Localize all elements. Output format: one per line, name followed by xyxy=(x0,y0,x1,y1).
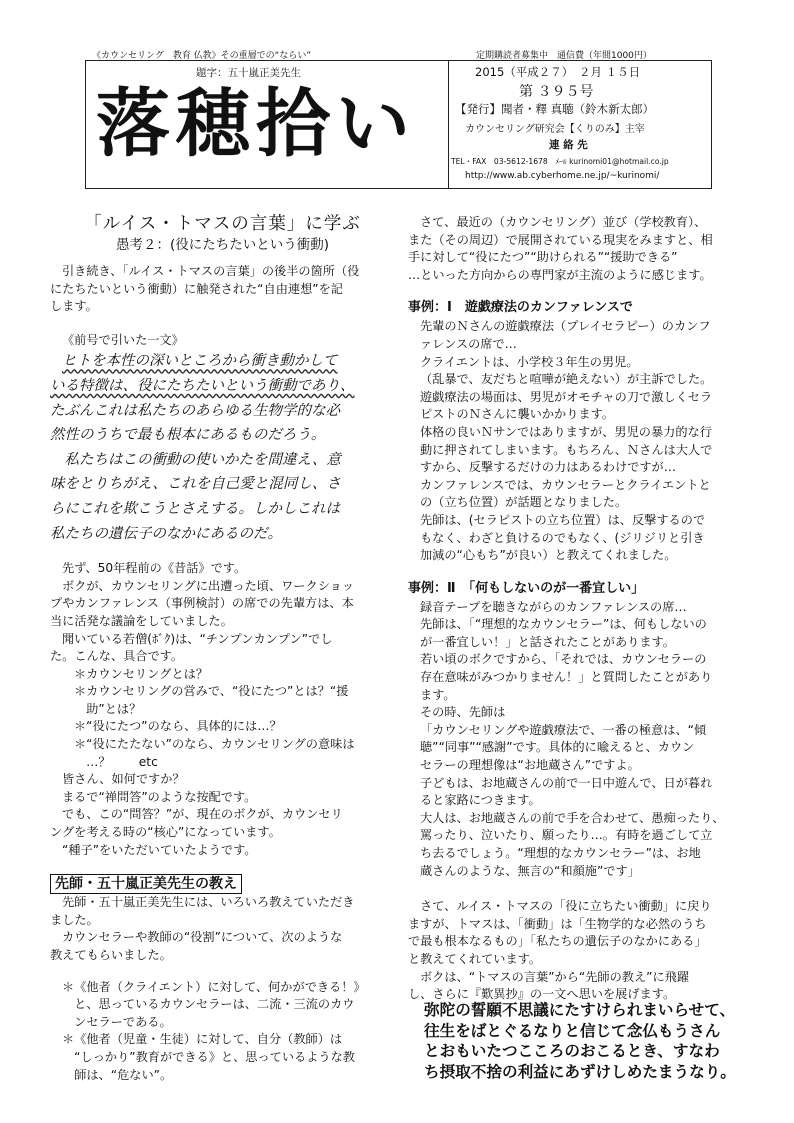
article-subtitle: 愚考２：(役にたちたいという衝動) xyxy=(115,237,330,253)
section-heading-sensei: 先師・五十嵐正美先生の教え xyxy=(50,873,395,894)
teaching-1: ＊《他者（クライエント）に対して、何かができる！》 と、思っているカウンセラーは、二流・三流のカウ ンセラーである。 xyxy=(62,979,366,1029)
issue-info-box xyxy=(448,60,712,189)
list-item: ＊“役にたたない”のなら、カウンセリングの意味は xyxy=(74,737,355,752)
quote-label: 《前号で引いた一文》 xyxy=(62,332,184,347)
article-title: 「ルイス・トマスの言葉」に学ぶ xyxy=(84,214,361,234)
calligraphy-credit: 題字：五十嵐正美先生 xyxy=(196,67,301,79)
website-url: http://www.ab.cyberhome.ne.jp/~kurinomi/ xyxy=(465,171,660,181)
topnote-right: 定期購読者募集中 通信費（年間1000円） xyxy=(476,51,652,61)
closing-paragraph: さて、ルイス・トマスの「役に立ちたい衝動」に戻り ますが、トマスは、｢衝動」は「生物学的な必然のうち で最も根本なるもの」｢私たちの遺伝子のなかにある」 と教えてくれています。 ボクは、“トマスの言葉”から“先師の教え”に飛躍 し、さらに『歎異抄』の一文へ思いを展げます。 xyxy=(408,899,712,1002)
old-story-paragraph: 先ず、50年程前の《昔話》です。 ボクが、カウンセリングに出遭った頃、ワークショッ プやカンファレンス（事例検討）の席での先輩方は、本 当に活発な議論をしていました。 聞いている若僧(ﾎﾞｸ)は、“チンプンカンプン”でし た。こんな、具合です。 xyxy=(50,561,355,664)
list-item: …？ etc xyxy=(74,754,158,769)
sensei-paragraph: 先師・五十嵐正美先生には、いろいろ教えていただき ました。 カウンセラーや教師の“役割”について、次のような 教えてもらいました。 xyxy=(50,895,355,962)
list-item: ＊カウンセリングの営みで、“役にたつ”とは？“援 xyxy=(74,684,349,699)
list-item: 助”とは？ xyxy=(74,701,142,716)
question-list xyxy=(50,666,395,772)
issue-date: 2015（平成２７） ２月 １５日 xyxy=(475,65,641,79)
teaching-2: ＊《他者（児童・生徒）に対して、自分（教師）は “しっかり”教育ができる》と、思っているような教 師は、“危ない”。 xyxy=(62,1032,355,1082)
list-item: ＊“役にたつ”のなら、具体的には…？ xyxy=(74,719,282,734)
topnote-left: 《カウンセリング 教育 仏教》その重層での“ならい” xyxy=(92,51,312,61)
list-item: ＊カウンセリングとは？ xyxy=(74,666,209,681)
publisher: 【発行】聞者・釋 真聴（鈴木新太郎） xyxy=(455,102,655,116)
intro-paragraph: 引き続き、「ルイス・トマスの言葉」の後半の箇所（役 にたちたいという衝動）に触発された“自由連想”を記 します。 xyxy=(50,264,360,314)
zen-paragraph: 皆さん、如何ですか？ まるで“禅問答”のような按配です。 でも、この“問答？”が、現在のボクが、カウンセリ ングを考える時の“核心”になっています。 “種子”をいただいていたようです。 xyxy=(50,772,343,857)
left-column xyxy=(50,214,395,1084)
thomas-quote: ヒトを本性の深いところから衝き動かして いる特徴は、役にたちたいという衝動であり、 たぶんこれは私たちのあらゆる生物学的な必 然性のうちで最も根本にあるものだろう。 私たちはこの衝動の使いかたを間違え、意 味をとりちがえ、これを自己愛と混同し、さ らにこれを欺こうとさえする。しかしこれは 私たちの遺伝子のなかにあるのだ。 xyxy=(50,353,355,542)
case2-heading: 事例：Ⅱ 「何もしないのが一番宜しい」 xyxy=(408,580,645,596)
issue-number: 第 ３９５号 xyxy=(519,84,594,100)
tel-email: TEL・FAX 03-5612-1678 ﾒｰﾙ kurinomi01@hotmail.co.jp xyxy=(451,157,669,166)
contact-label: 連 絡 先 xyxy=(549,139,588,151)
right-column xyxy=(408,214,756,1004)
masthead-box xyxy=(85,60,449,189)
case1-body: 先輩のＮさんの遊戯療法（プレイセラピー）のカンフ ァレンスの席で… クライエントは、小学校３年生の男児。 （乱暴で、友だちと喧嘩が絶えない）が主訴でした。 遊戯療法の場面は、男児がオモチャの刀で激しくセラ ピストのＮさんに襲いかかります。 体格の良いＮサンではありますが、男児の暴力的な行 動に押されてしまいます。もちろん、Ｎさんは大人で すから、反撃するだけの力はあるわけですが… カンファレンスでは、カウンセラーとクライエントと の（立ち位置）が話題となりました。 先師は、(セラピストの立ち位置）は、反撃するので もなく、わざと負けるのでもなく、(ジリジリと引き 加減の“心もち”が良い）と教えてくれました。 xyxy=(420,319,713,563)
right-intro: さて、最近の（カウンセリング）並び（学校教育）、 また（その周辺）で展開されている現実をみますと、相 手に対して“役にたつ”“助けられる”“援助できる” …といった方向からの専門家が主流のように感じます。 xyxy=(408,215,713,282)
tannisho-quote: 弥陀の誓願不思議にたすけられまいらせて、 往生をばとぐるなりと信じて念仏もうさん とおもいたつこころのおこるとき、すなわ ち摂取不捨の利益にあずけしめたまうなり。 xyxy=(424,1001,736,1081)
organization: カウンセリング研究会【くりのみ】主宰 xyxy=(465,124,645,135)
case2-body: 録音テープを聴きながらのカンファレンスの席… 先師は、「“理想的なカウンセラー”は、何もしないの が一番宜しい！」と話されたことがあります。 若い頃のボクですから、「それでは、カウンセラーの 存在意味がみつかりません！」と質問したことがあり ます。 その時、先師は 「カウンセリングや遊戯療法で、一番の極意は、“傾 聴”“同事”“感謝”です。具体的に喩えると、カウン セラーの理想像は“お地蔵さん”ですよ。 子どもは、お地蔵さんの前で一日中遊んで、日が暮れ ると家路につきます。 大人は、お地蔵さんの前で手を合わせて、愚痴ったり、 罵ったり、泣いたり、願ったり…。有時を過ごして立 ち去るでしょう。“理想的なカウンセラー”は、お地 蔵さんのような、無言の“和顔施”です」 xyxy=(420,599,725,878)
masthead-title: 落穂拾い xyxy=(96,81,416,167)
case1-heading: 事例：Ⅰ 遊戯療法のカンファレンスで xyxy=(408,300,633,316)
